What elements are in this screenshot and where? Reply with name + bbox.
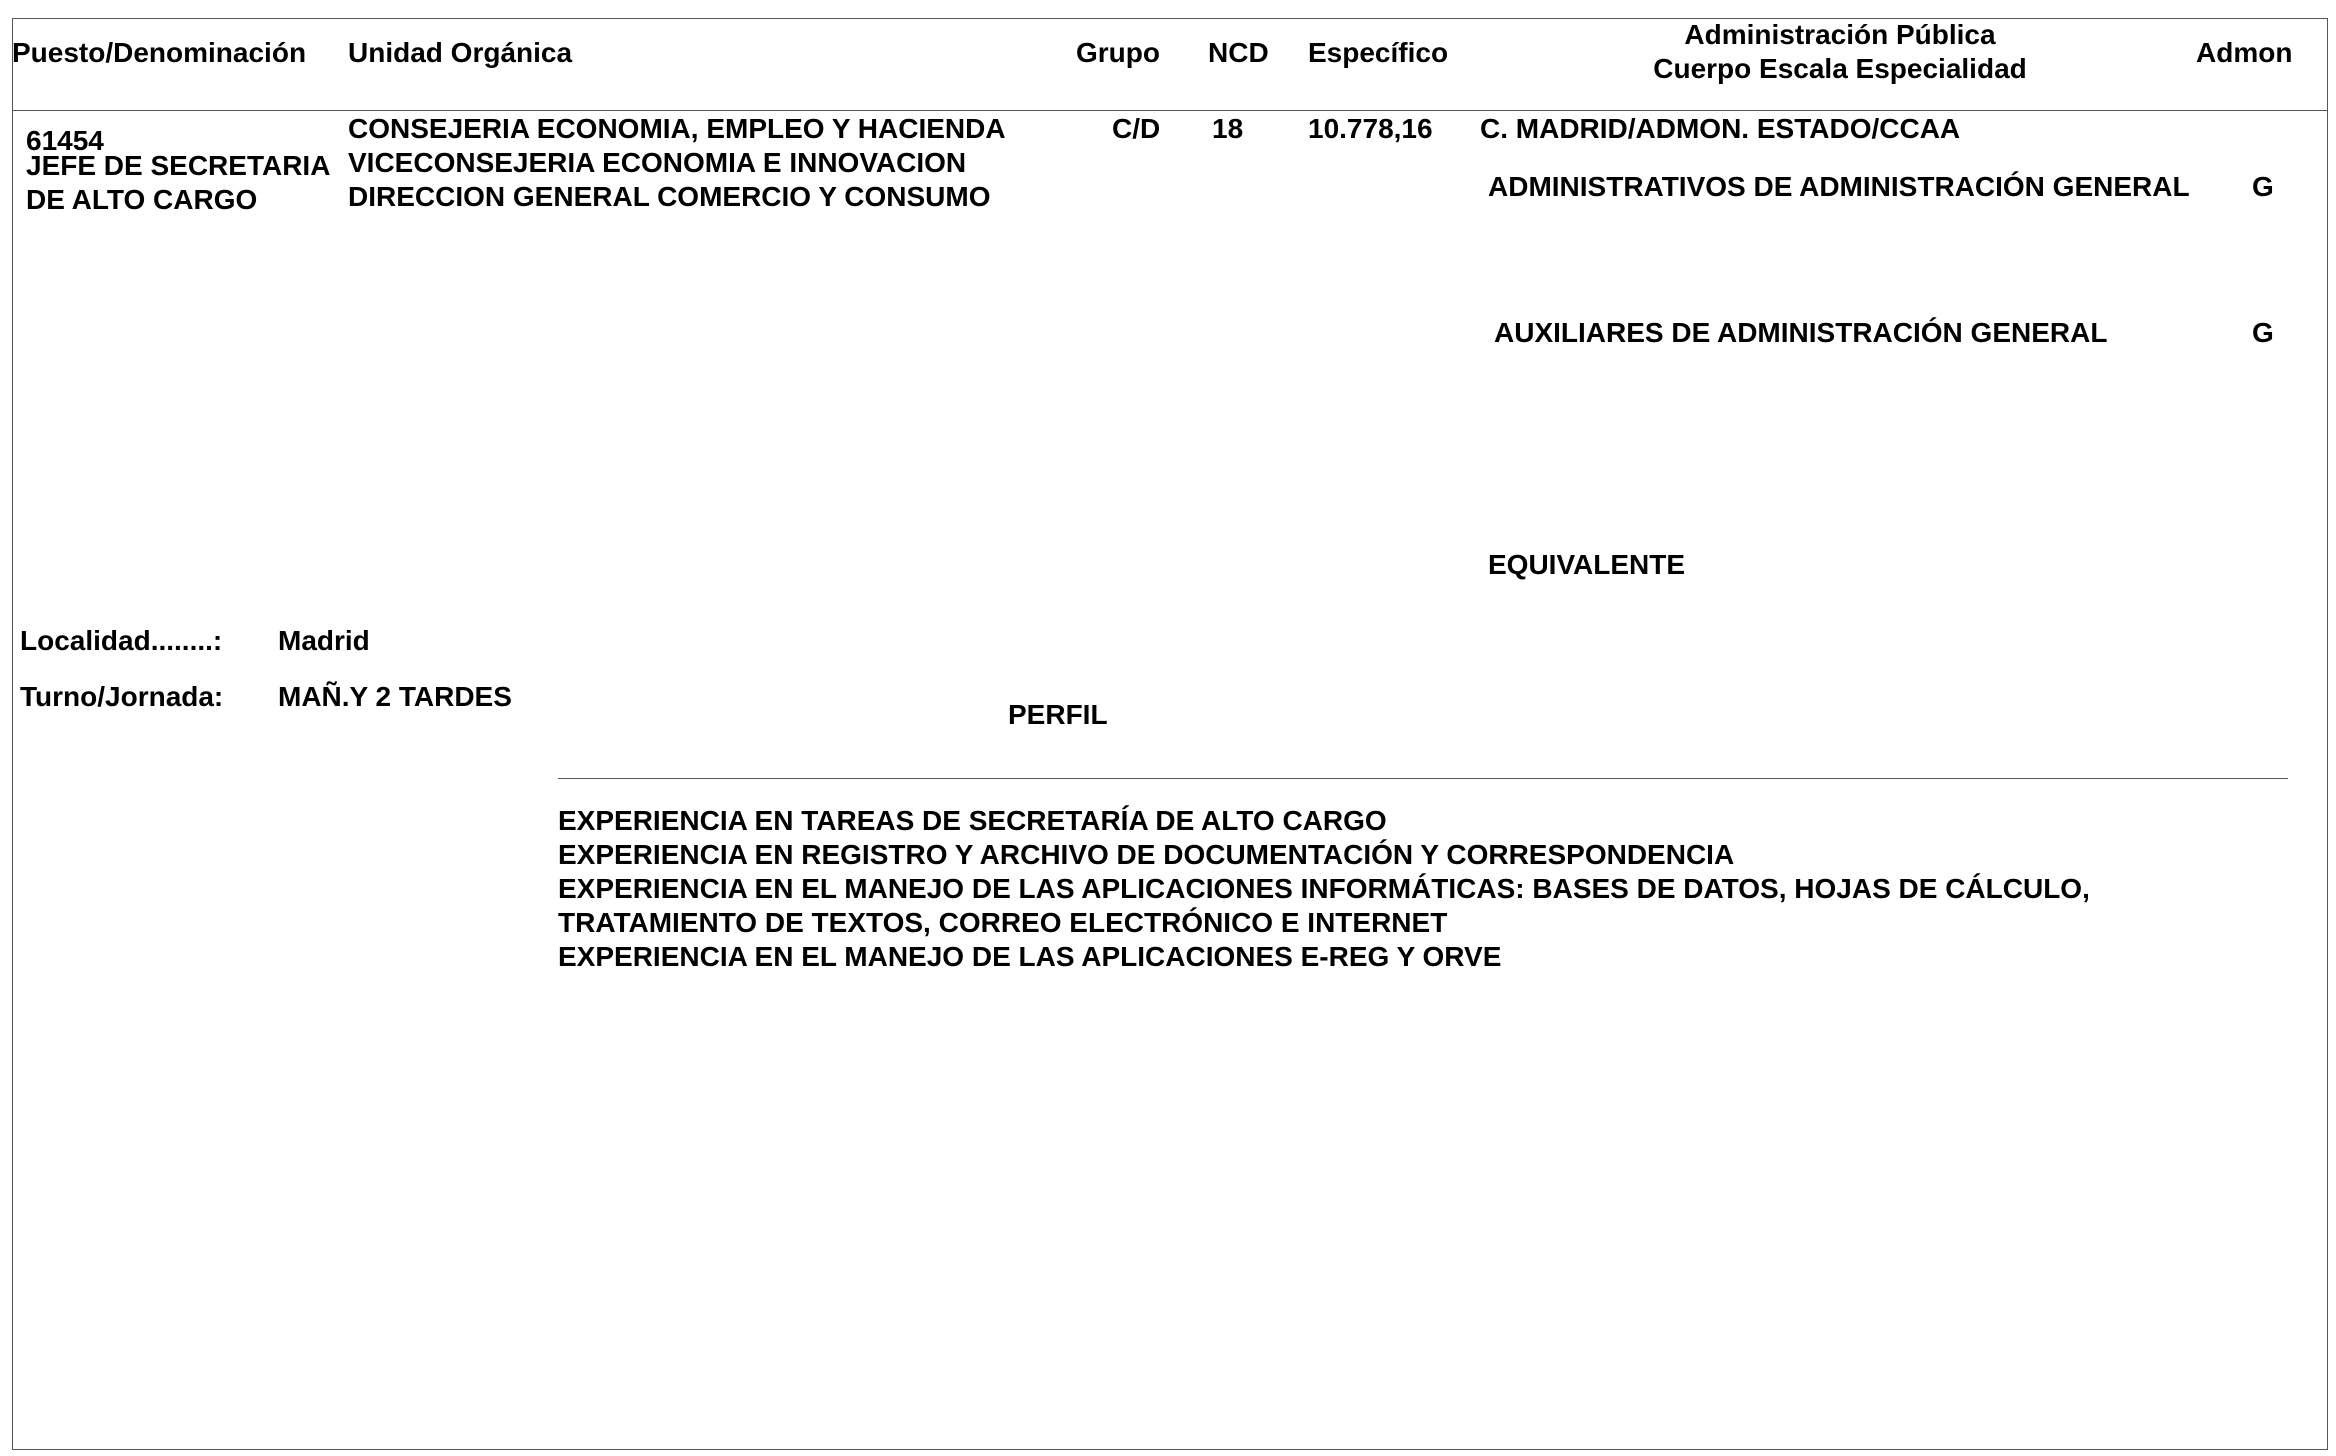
turno-label: Turno/Jornada: xyxy=(20,681,224,712)
header-especifico: Específico xyxy=(1308,37,1449,68)
unidad-organica-3: DIRECCION GENERAL COMERCIO Y CONSUMO xyxy=(348,181,991,212)
header-grupo: Grupo xyxy=(1076,37,1160,68)
puesto-codigo: 61454 xyxy=(26,125,104,156)
cuerpo-auxiliares: AUXILIARES DE ADMINISTRACIÓN GENERAL xyxy=(1494,317,2108,348)
unidad-organica-2: VICECONSEJERIA ECONOMIA E INNOVACION xyxy=(348,147,967,178)
administracion-value: C. MADRID/ADMON. ESTADO/CCAA xyxy=(1480,113,1961,144)
especifico-value: 10.778,16 xyxy=(1308,113,1433,144)
cuerpo-administrativos: ADMINISTRATIVOS DE ADMINISTRACIÓN GENERAL xyxy=(1488,171,2190,202)
puesto-denominacion-2: DE ALTO CARGO xyxy=(26,184,258,215)
localidad-label: Localidad........: xyxy=(20,625,223,656)
header-divider xyxy=(12,110,2328,111)
perfil-divider xyxy=(558,778,2288,779)
perfil-list xyxy=(558,804,2090,974)
perfil-line: EXPERIENCIA EN REGISTRO Y ARCHIVO DE DOCUMENTACIÓN Y CORRESPONDENCIA xyxy=(558,839,1735,870)
header-cuerpo-escala: Cuerpo Escala Especialidad xyxy=(1653,53,2027,84)
grupo-value: C/D xyxy=(1112,113,1161,144)
header-admon: Admon xyxy=(2196,37,2293,68)
puesto-denominacion-1: JEFE DE SECRETARIA xyxy=(26,150,331,181)
header-unidad: Unidad Orgánica xyxy=(348,37,573,68)
admon-value-2: G xyxy=(2252,317,2274,348)
unidad-organica-1: CONSEJERIA ECONOMIA, EMPLEO Y HACIENDA xyxy=(348,113,1006,144)
localidad-value: Madrid xyxy=(278,625,370,656)
header-admin-publica: Administración Pública xyxy=(1684,19,1996,50)
ncd-value: 18 xyxy=(1212,113,1244,144)
turno-value: MAÑ.Y 2 TARDES xyxy=(278,681,512,712)
perfil-title: PERFIL xyxy=(1008,699,1108,730)
equivalente-label: EQUIVALENTE xyxy=(1488,549,1686,580)
perfil-line: EXPERIENCIA EN TAREAS DE SECRETARÍA DE ALTO CARGO xyxy=(558,805,1387,836)
header-puesto: Puesto/Denominación xyxy=(12,37,307,68)
admon-value-1: G xyxy=(2252,171,2274,202)
perfil-line: TRATAMIENTO DE TEXTOS, CORREO ELECTRÓNICO E INTERNET xyxy=(558,907,1448,938)
header-ncd: NCD xyxy=(1208,37,1269,68)
perfil-line: EXPERIENCIA EN EL MANEJO DE LAS APLICACIONES INFORMÁTICAS: BASES DE DATOS, HOJAS DE CÁLCULO, xyxy=(558,873,2090,904)
perfil-line: EXPERIENCIA EN EL MANEJO DE LAS APLICACIONES E-REG Y ORVE xyxy=(558,941,1502,972)
sheet-frame xyxy=(12,18,2328,1450)
